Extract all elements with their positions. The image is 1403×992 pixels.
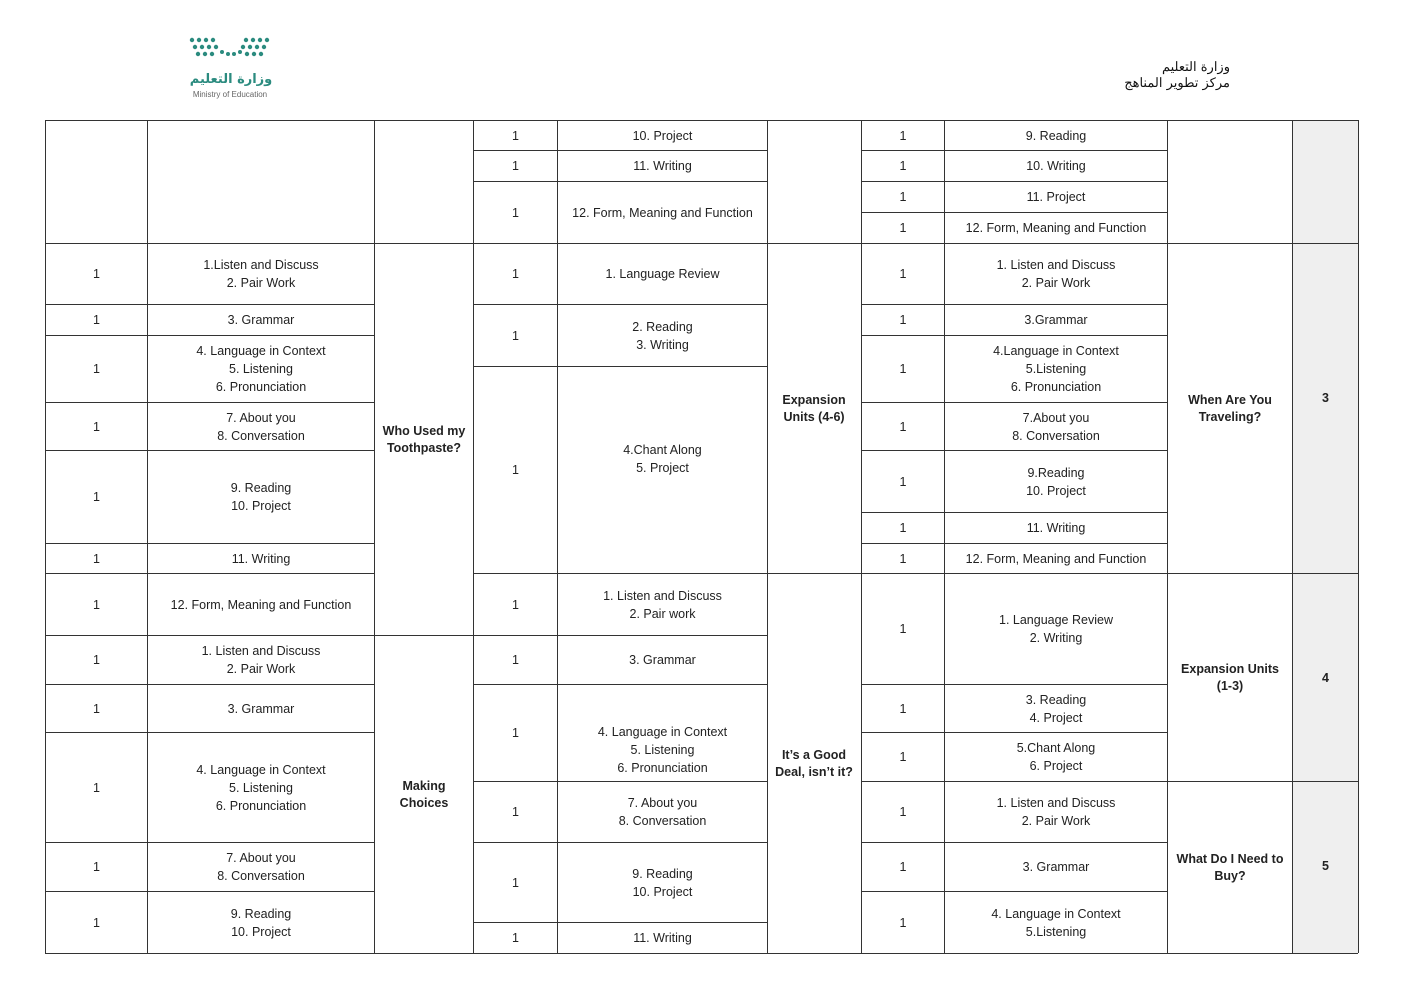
count-cell: 1 [899,419,907,434]
count-cell: 1 [899,521,907,535]
lesson-cell: 7.About you 8. Conversation [1012,410,1100,443]
count-cell: 1 [93,653,100,667]
count-cell: 1 [512,597,519,612]
unit-title: Making Choices [399,778,449,810]
lesson-cell: 1.Listen and Discuss 2. Pair Work [203,258,319,290]
count-cell: 1 [512,805,519,819]
ministry-logo [186,34,276,102]
lesson-cell: 3. Grammar [1022,860,1090,874]
lesson-cell: 5.Chant Along 6. Project [1016,741,1096,773]
count-cell: 1 [899,750,907,764]
lesson-cell: 9. Reading 10. Project [230,481,292,513]
count-cell: 1 [512,159,519,173]
lesson-cell: 1. Listen and Discuss 2. Pair Work [201,644,321,676]
header-ministry [1090,60,1230,92]
count-cell: 1 [899,860,907,874]
lesson-cell: 3. Grammar [227,313,295,327]
lesson-cell: 2. Reading 3. Writing [632,319,693,352]
curriculum-center-name: مركز تطوير المناهج [1124,76,1230,91]
lesson-cell: 4. Language in Context 5. Listening 6. Pronunciation [597,725,728,775]
lesson-cell: 1. Listen and Discuss 2. Pair Work [996,796,1116,828]
count-cell: 1 [899,190,907,204]
lesson-cell: 4. Language in Context 5. Listening 6. Pronunciation [196,762,326,813]
lesson-cell: 11. Writing [633,159,692,173]
ministry-name: وزارة التعليم [1161,60,1230,75]
count-cell: 1 [93,860,100,874]
count-cell: 1 [93,490,100,504]
lesson-cell: 1. Language Review 2. Writing [999,613,1113,645]
count-cell: 1 [899,313,907,327]
lesson-cell: 1. Listen and Discuss 2. Pair Work [996,258,1116,290]
lesson-cell: 7. About you 8. Conversation [618,796,707,828]
lesson-cell: 12. Form, Meaning and Function [965,221,1147,235]
lesson-cell: 9. Reading 10. Project [230,906,292,939]
count-cell: 1 [512,328,519,343]
unit-title: When Are You Traveling? [1188,392,1272,424]
count-cell: 1 [512,267,519,281]
lesson-cell: 12. Form, Meaning and Function [170,597,352,612]
count-cell: 1 [512,128,519,143]
lesson-cell: 3. Grammar [227,701,295,716]
lesson-cell: 7. About you 8. Conversation [217,851,305,883]
lesson-cell: 3.Grammar [1024,313,1088,327]
count-cell: 1 [899,221,907,235]
count-cell: 1 [899,551,907,566]
lesson-cell: 3. Reading 4. Project [1025,692,1087,725]
unit-title: Who Used my Toothpaste? [382,423,466,455]
count-cell: 1 [93,419,100,434]
count-cell: 1 [899,622,907,636]
count-cell: 1 [899,267,907,281]
count-cell: 1 [899,805,907,819]
lesson-cell: 4.Chant Along 5. Project [623,443,702,475]
logo-arabic-text: وزارة التعليم [189,72,273,87]
count-cell: 1 [93,597,100,612]
count-cell: 1 [512,726,519,740]
lesson-cell: 4. Language in Context 5. Listening 6. Pronunciation [196,344,326,394]
count-cell: 1 [93,701,100,716]
week-number: 3 [1322,391,1329,405]
unit-title: It’s a Good Deal, isn’t it? [775,747,853,779]
count-cell: 1 [899,128,907,143]
count-cell: 1 [93,915,100,930]
lesson-cell: 11. Writing [633,931,692,945]
lesson-cell: 4.Language in Context 5.Listening 6. Pronunciation [993,344,1119,394]
lesson-cell: 10. Project [632,128,693,143]
lesson-cell: 11. Writing [231,551,291,566]
lesson-cell: 9. Reading [1025,128,1087,143]
unit-title: Expansion Units (4-6) [782,392,846,424]
count-cell: 1 [512,205,519,220]
count-cell: 1 [512,653,519,667]
lesson-cell: 1. Language Review [605,267,720,281]
lesson-cell: 11. Project [1026,190,1086,204]
logo-english-text: Ministry of Education [192,90,268,99]
logo-dots-icon [186,34,276,70]
count-cell: 1 [93,551,100,566]
count-cell: 1 [512,463,519,477]
count-cell: 1 [93,313,100,327]
count-cell: 1 [899,701,907,716]
lesson-cell: 3. Grammar [629,653,696,667]
week-number: 4 [1322,670,1329,685]
unit-title: What Do I Need to Buy? [1176,851,1284,883]
lesson-cell: 11. Writing [1026,521,1086,535]
lesson-cell: 7. About you 8. Conversation [217,410,305,443]
lesson-cell: 12. Form, Meaning and Function [572,205,753,220]
count-cell: 1 [899,159,907,173]
week-number: 5 [1322,858,1329,873]
count-cell: 1 [93,267,100,281]
count-cell: 1 [512,875,519,890]
lesson-cell: 1. Listen and Discuss 2. Pair work [603,588,722,621]
lesson-cell: 4. Language in Context 5.Listening [991,906,1121,939]
lesson-cell: 12. Form, Meaning and Function [965,551,1147,566]
count-cell: 1 [93,780,100,795]
count-cell: 1 [899,474,907,489]
count-cell: 1 [899,915,907,930]
lesson-cell: 9. Reading 10. Project [632,866,693,899]
unit-title: Expansion Units (1-3) [1181,661,1279,693]
count-cell: 1 [899,362,907,376]
lesson-cell: 9.Reading 10. Project [1026,465,1086,498]
count-cell: 1 [93,362,100,376]
count-cell: 1 [512,931,519,945]
lesson-cell: 10. Writing [1026,159,1086,173]
